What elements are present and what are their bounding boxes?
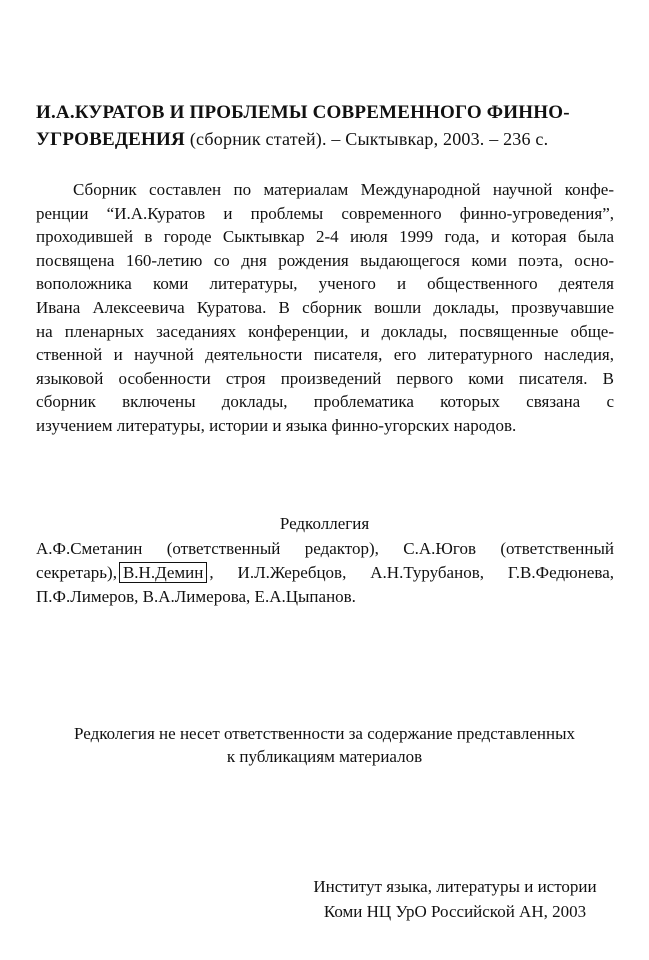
board-line-3: П.Ф.Лимеров, В.А.Лимерова, Е.А.Цыпанов. bbox=[36, 587, 356, 606]
board-line-2-start: секретарь), bbox=[36, 563, 117, 582]
book-title bbox=[36, 100, 616, 153]
highlighted-name-box: В.Н.Демин bbox=[119, 562, 207, 583]
board-line-2 bbox=[36, 561, 614, 585]
abstract-line: изучением литературы, истории и языка финно-угорских народов. bbox=[36, 415, 517, 435]
board-line-1: А.Ф.Сметанин (ответственный редактор), С.А.Югов (ответственный bbox=[36, 539, 614, 558]
publisher-line-1: Институт языка, литературы и истории bbox=[313, 877, 597, 896]
title-line-1: И.А.КУРАТОВ И ПРОБЛЕМЫ СОВРЕМЕННОГО ФИННО- bbox=[36, 102, 570, 123]
disclaimer-line-2: к публикациям материалов bbox=[226, 747, 423, 766]
abstract-line: сборник включены доклады, проблематика которых связана с bbox=[36, 392, 614, 412]
abstract-paragraph bbox=[36, 178, 614, 438]
editorial-board-heading: Редколлегия bbox=[279, 514, 370, 533]
editorial-board-list bbox=[36, 537, 614, 609]
abstract-line: Сборник составлен по материалам Международной научной конфе- bbox=[73, 180, 614, 199]
abstract-line: ственной и научной деятельности писателя, его литературного наследия, bbox=[36, 345, 614, 365]
publisher-imprint bbox=[285, 874, 625, 924]
publisher-line-2: Коми НЦ УрО Российской АН, 2003 bbox=[323, 902, 587, 921]
abstract-line: языковой особенности строя произведений первого коми писателя. В bbox=[36, 368, 614, 388]
disclaimer bbox=[0, 722, 649, 768]
abstract-line: на пленарных заседаниях конференции, и доклады, посвященные обще- bbox=[36, 321, 614, 341]
abstract-line: воположника коми литературы, ученого и общественного деятеля bbox=[36, 274, 614, 294]
abstract-line: Ивана Алексеевича Куратова. В сборник вошли доклады, прозвучавшие bbox=[36, 297, 614, 317]
title-bibliographic-info: (сборник статей). – Сыктывкар, 2003. – 236 с. bbox=[189, 129, 549, 149]
title-line-2 bbox=[36, 126, 616, 153]
abstract-line: ренции “И.А.Куратов и проблемы современного финно-угроведения”, bbox=[36, 203, 614, 223]
abstract-line: проходившей в городе Сыктывкар 2-4 июля 1999 года, и которая была bbox=[36, 227, 614, 247]
board-line-2-end: , И.Л.Жеребцов, А.Н.Турубанов, Г.В.Федюнева, bbox=[209, 563, 614, 582]
abstract-line: посвящена 160-летию со дня рождения выдающегося коми поэта, осно- bbox=[36, 250, 614, 270]
disclaimer-line-1: Редколегия не несет ответственности за содержание представленных bbox=[74, 724, 575, 743]
title-bold-end: УГРОВЕДЕНИЯ bbox=[36, 129, 185, 150]
